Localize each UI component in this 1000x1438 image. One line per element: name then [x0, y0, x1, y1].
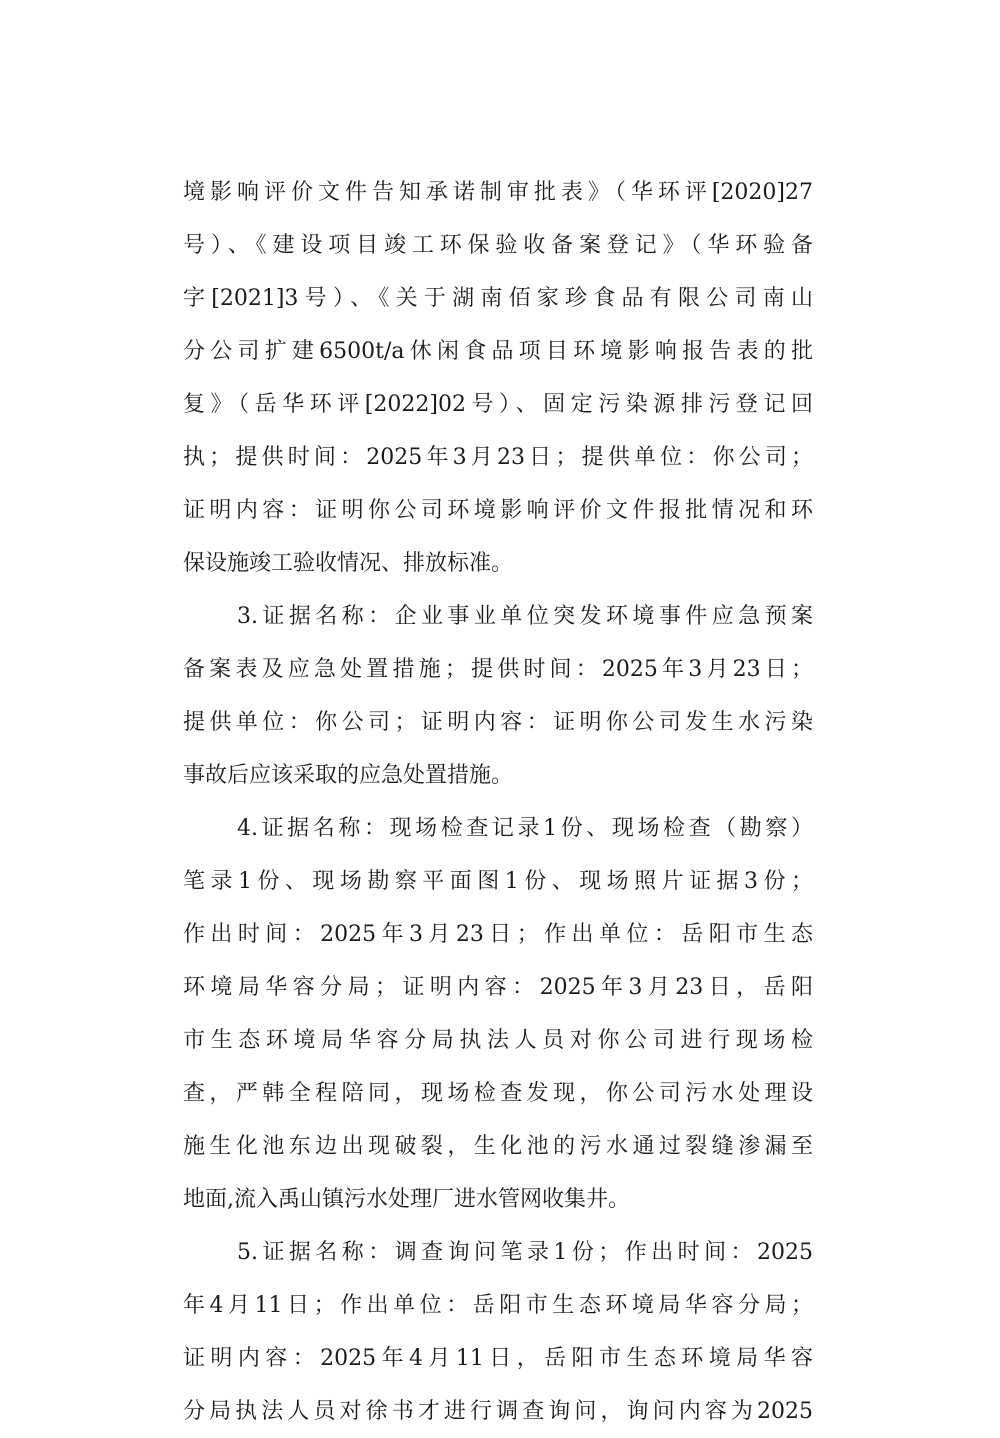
paragraph-evidence-4: [183, 802, 813, 1226]
text-line: 复》（岳华环评[2022]02号）、固定污染源排污登记回: [183, 392, 813, 417]
text-line: 提供单位：你公司；证明内容：证明你公司发生水污染: [183, 710, 813, 735]
paragraph-evidence-3: [183, 590, 813, 802]
paragraph-evidence-2-continued: [183, 166, 813, 590]
text-line: 4.证据名称：现场检查记录1份、现场检查（勘察）: [237, 816, 813, 841]
text-line: 环境局华容分局；证明内容：2025年3月23日，岳阳: [183, 975, 813, 1000]
text-line: 事故后应该采取的应急处置措施。: [183, 763, 514, 788]
text-line: 备案表及应急处置措施；提供时间：2025年3月23日；: [183, 657, 813, 682]
text-line: 保设施竣工验收情况、排放标准。: [183, 551, 514, 576]
paragraph-evidence-5: [183, 1226, 813, 1438]
text-line: 施生化池东边出现破裂，生化池的污水通过裂缝渗漏至: [183, 1134, 813, 1159]
text-line: 笔录1份、现场勘察平面图1份、现场照片证据3份；: [183, 869, 813, 894]
text-line: 地面,流入禹山镇污水处理厂进水管网收集井。: [183, 1187, 630, 1212]
text-line: 查，严韩全程陪同，现场检查发现，你公司污水处理设: [183, 1081, 813, 1106]
text-line: 分局执法人员对徐书才进行调查询问，询问内容为2025: [183, 1399, 813, 1424]
text-line: 证明内容：2025年4月11日，岳阳市生态环境局华容: [183, 1346, 813, 1371]
text-line: 作出时间：2025年3月23日；作出单位：岳阳市生态: [183, 922, 813, 947]
text-line: 3.证据名称：企业事业单位突发环境事件应急预案: [237, 604, 813, 629]
text-line: 年4月11日；作出单位：岳阳市生态环境局华容分局；: [183, 1293, 813, 1318]
text-line: 执；提供时间：2025年3月23日；提供单位：你公司；: [183, 445, 813, 470]
document-body: [183, 166, 813, 1438]
text-line: 字[2021]3号）、《关于湖南佰家珍食品有限公司南山: [183, 286, 813, 311]
text-line: 市生态环境局华容分局执法人员对你公司进行现场检: [183, 1028, 813, 1053]
text-line: 号）、《建设项目竣工环保验收备案登记》（华环验备: [183, 233, 813, 258]
text-line: 境影响评价文件告知承诺制审批表》（华环评[2020]27: [183, 180, 813, 205]
text-line: 证明内容：证明你公司环境影响评价文件报批情况和环: [183, 498, 813, 523]
text-line: 5.证据名称：调查询问笔录1份；作出时间：2025: [237, 1240, 813, 1265]
text-line: 分公司扩建6500t/a休闲食品项目环境影响报告表的批: [183, 339, 813, 364]
